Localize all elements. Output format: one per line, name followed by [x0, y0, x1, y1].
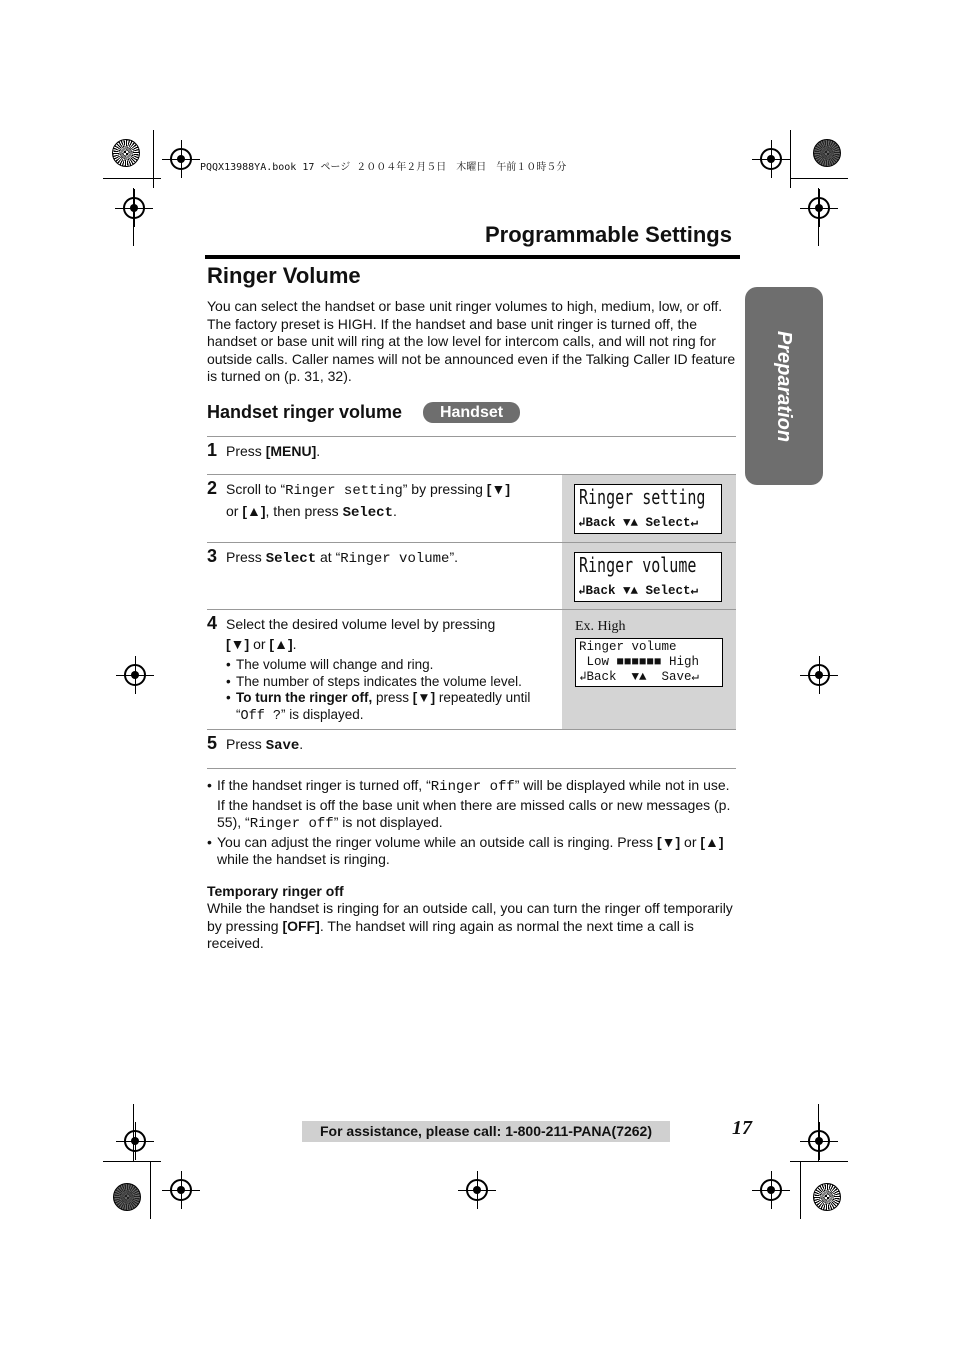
registration-crosshair-icon: [760, 148, 782, 170]
step-text: Press Save.: [226, 736, 304, 754]
bullet-item: • The volume will change and ring.: [226, 657, 556, 674]
registration-star-icon: [113, 1183, 141, 1211]
lcd-softkeys: ↲Back ▼▲ Select↵: [578, 584, 699, 598]
note-item: • You can adjust the ringer volume while an outside call is ringing. Press [▼] or [▲] while the handset is ringing.: [207, 834, 737, 869]
divider: [207, 729, 736, 730]
intro-paragraph: You can select the handset or base unit ringer volumes to high, medium, low, or off. The factory preset is HIGH. If the handset and base unit ringer is turned off, the handset or base unit will ring at the low level for intercom calls, and will not ring for outside calls. Caller names will not be announced even if the Talking Caller ID feature is turned on (p. 31, 32).: [207, 298, 736, 384]
page-number: 17: [732, 1117, 752, 1139]
lcd-title: Ringer volume: [579, 553, 697, 577]
divider: [207, 768, 736, 769]
registration-crosshair-icon: [124, 664, 146, 686]
lcd-line: Low ■■■■■■ High: [579, 655, 700, 669]
temporary-ringer-title: Temporary ringer off: [207, 883, 344, 899]
step-number: 3: [207, 546, 218, 566]
subsection-title: Handset ringer volume: [207, 402, 403, 422]
handset-badge: Handset: [423, 402, 520, 423]
registration-crosshair-icon: [808, 197, 830, 219]
lcd-display-ringer-volume: [574, 552, 722, 602]
step-text: Press [MENU].: [226, 443, 321, 459]
header-title: Programmable Settings: [485, 222, 732, 247]
step-text: Select the desired volume level by pressing [▼] or [▲].: [226, 616, 496, 652]
print-info-strip: PQQX13988YA.book 17 ページ ２００４年２月５日 木曜日 午前１０時５分: [200, 162, 567, 173]
step-number: 4: [207, 613, 218, 633]
side-tab-label: Preparation: [773, 330, 796, 442]
notes: [207, 777, 737, 869]
step-number: 2: [207, 478, 218, 498]
step-number: 5: [207, 733, 218, 753]
registration-star-icon: [112, 139, 140, 167]
step-number: 1: [207, 440, 218, 460]
step-text: Press Select at “Ringer volume”.: [226, 549, 459, 567]
registration-crosshair-icon: [466, 1179, 488, 1201]
lcd-line: Ringer volume: [579, 640, 677, 654]
registration-crosshair-icon: [123, 197, 145, 219]
example-caption: Ex. High: [575, 619, 626, 634]
assistance-text: For assistance, please call: 1-800-211-PANA(7262): [319, 1123, 653, 1139]
registration-star-icon: [813, 1183, 841, 1211]
divider: [207, 436, 736, 437]
registration-star-icon: [813, 139, 841, 167]
lcd-line: ↲Back ▼▲ Save↵: [579, 670, 700, 684]
temporary-ringer-text: While the handset is ringing for an outside call, you can turn the ringer off temporarily by pressing [OFF]. The handset will ring again as normal the next time a call is received.: [207, 900, 733, 951]
step-text: Scroll to “Ringer setting” by pressing [▼] or [▲], then press Select.: [226, 481, 510, 521]
note-item: • If the handset ringer is turned off, “Ringer off” will be displayed while not in use. If the handset is off the base unit when there are missed calls or new messages (p. 55), “Ringer off” is not displayed.: [207, 777, 737, 834]
registration-crosshair-icon: [808, 1130, 830, 1152]
registration-crosshair-icon: [170, 1179, 192, 1201]
registration-crosshair-icon: [808, 664, 830, 686]
lcd-title: Ringer setting: [579, 485, 706, 509]
step-bullets: [226, 657, 556, 725]
registration-crosshair-icon: [760, 1179, 782, 1201]
lcd-softkeys: ↲Back ▼▲ Select↵: [578, 516, 699, 530]
section-title: Ringer Volume: [207, 263, 361, 288]
bullet-item: • The number of steps indicates the volume level.: [226, 674, 556, 691]
lcd-display-volume-level: [575, 638, 723, 687]
lcd-display-ringer-setting: [574, 484, 722, 534]
registration-crosshair-icon: [124, 1130, 146, 1152]
header-rule: [205, 255, 740, 259]
registration-crosshair-icon: [170, 148, 192, 170]
bullet-item: • To turn the ringer off, press [▼] repeatedly until “Off ?” is displayed.: [226, 690, 556, 725]
